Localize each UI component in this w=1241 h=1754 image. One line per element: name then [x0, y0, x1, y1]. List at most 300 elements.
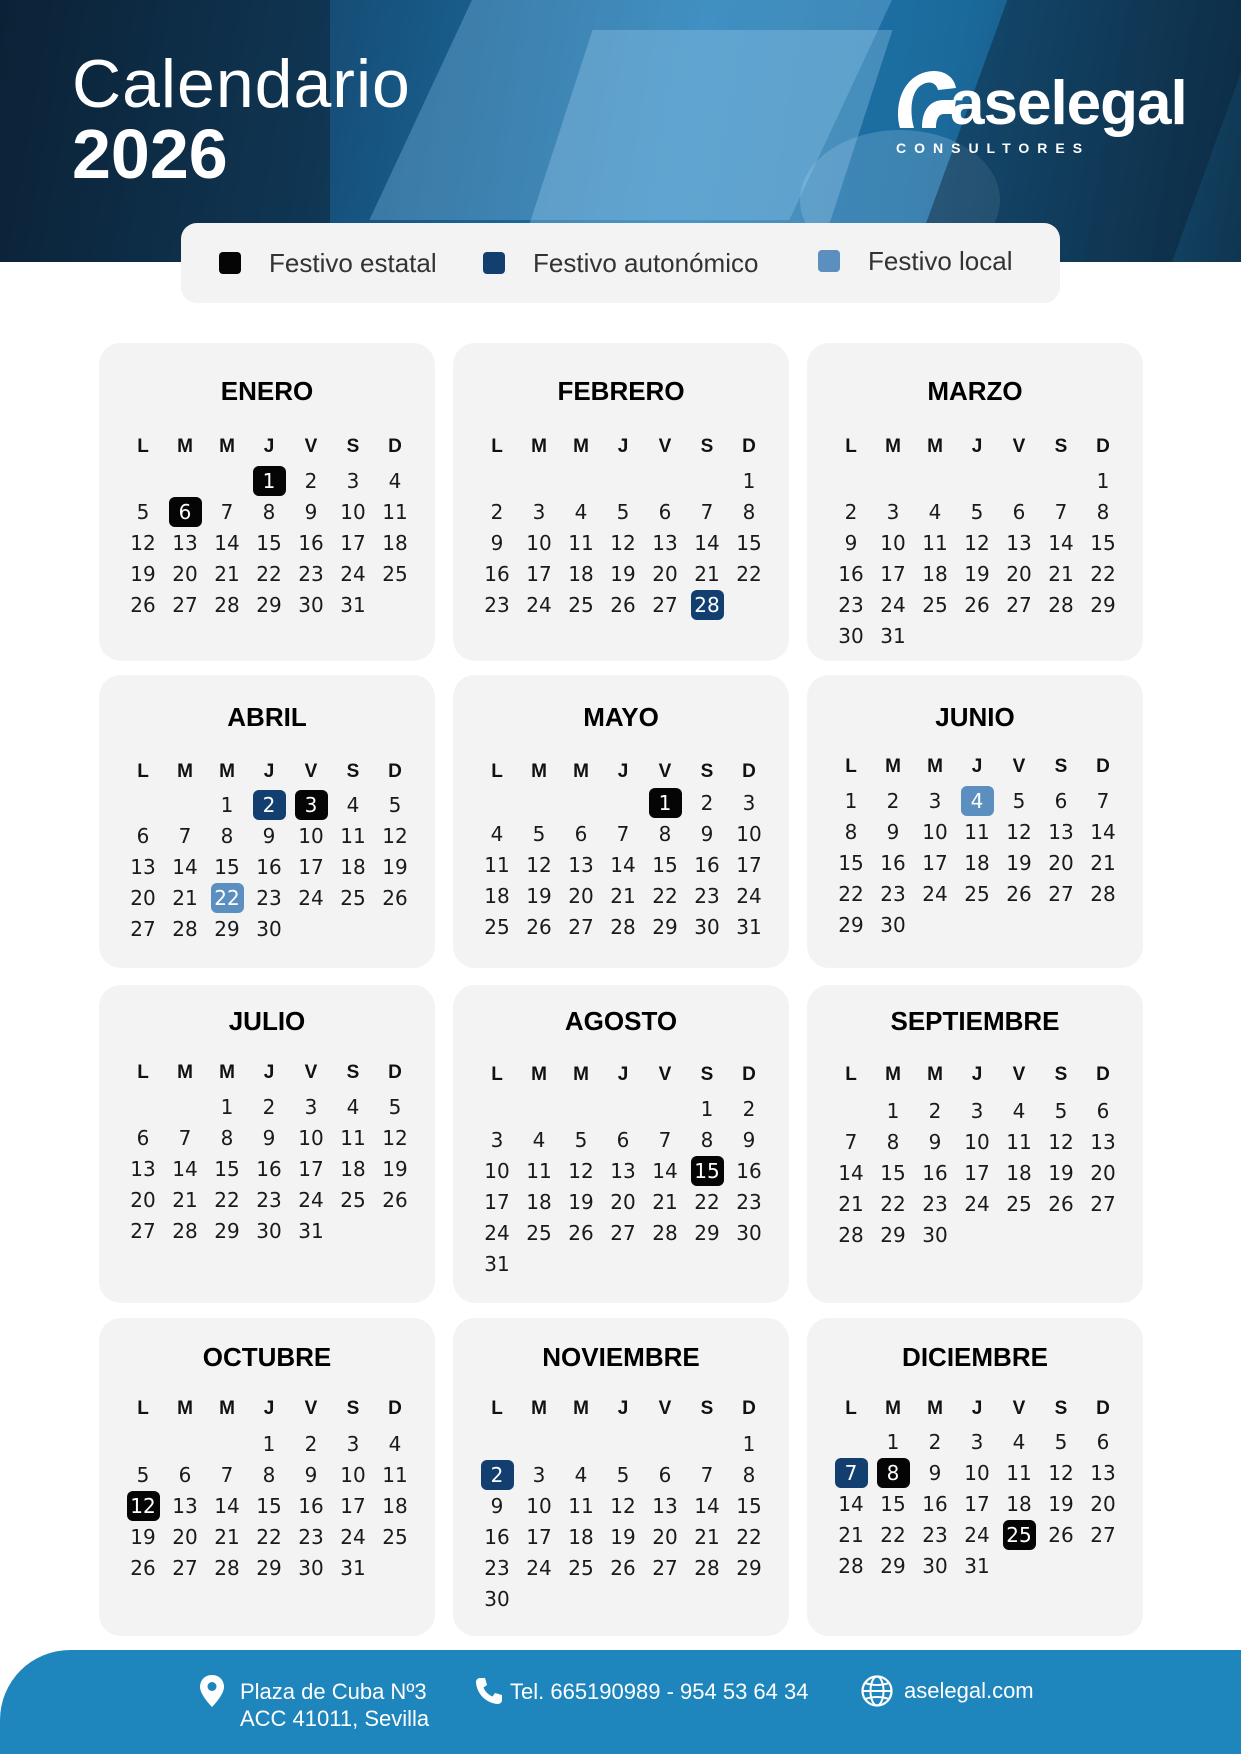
day-number: 7 [844, 1129, 858, 1154]
location-pin-icon [198, 1674, 226, 1708]
weekday-label: J [263, 761, 275, 782]
empty-day-cell [728, 1583, 770, 1614]
day-cell [872, 1095, 914, 1126]
day-cell [728, 496, 770, 527]
day-cell [872, 1488, 914, 1519]
day-cell [1082, 1426, 1124, 1457]
day-cell [602, 1490, 644, 1521]
day-number: 14 [838, 1491, 864, 1516]
day-number: 9 [928, 1460, 942, 1485]
day-number: 6 [658, 499, 672, 524]
day-number: 2 [490, 499, 504, 524]
day-number: 26 [610, 1555, 636, 1580]
week-row [476, 1583, 770, 1614]
day-cell [290, 465, 332, 496]
empty-day-cell [518, 787, 560, 818]
day-cell [476, 1248, 518, 1279]
day-cell [998, 1126, 1040, 1157]
day-cell [602, 1521, 644, 1552]
day-cell [728, 911, 770, 942]
month-name: FEBRERO [557, 376, 685, 406]
day-cell [206, 1490, 248, 1521]
empty-day-cell [686, 1583, 728, 1614]
weekday-label: D [388, 761, 402, 782]
holiday-estatal [644, 787, 686, 818]
weekday-label: M [573, 436, 589, 457]
day-cell [560, 1124, 602, 1155]
day-number: 23 [298, 1524, 324, 1549]
day-number: 21 [838, 1191, 864, 1216]
day-cell [998, 589, 1040, 620]
week-row [830, 527, 1124, 558]
day-cell [206, 527, 248, 558]
week-row [122, 527, 416, 558]
day-number: 30 [838, 623, 864, 648]
legend-swatch-estatal [219, 252, 241, 274]
day-cell [998, 1188, 1040, 1219]
day-number: 24 [340, 1524, 366, 1549]
day-cell [998, 847, 1040, 878]
day-cell [728, 558, 770, 589]
weekday-label: S [346, 1398, 360, 1419]
day-cell [728, 1155, 770, 1186]
day-cell [998, 558, 1040, 589]
day-number: 7 [616, 821, 630, 846]
legend-swatch-autonomico [483, 252, 505, 274]
day-number: 16 [298, 1493, 324, 1518]
week-row [830, 816, 1124, 847]
day-cell [1040, 847, 1082, 878]
day-number: 9 [742, 1127, 756, 1152]
day-cell [476, 1490, 518, 1521]
day-cell [728, 1428, 770, 1459]
day-cell [956, 1095, 998, 1126]
day-cell [728, 1490, 770, 1521]
day-number: 2 [886, 788, 900, 813]
day-number: 5 [1012, 788, 1026, 813]
day-number: 4 [1012, 1098, 1026, 1123]
footer-phone[interactable] [474, 1678, 808, 1706]
day-cell [206, 820, 248, 851]
day-number: 10 [484, 1158, 510, 1183]
empty-day-cell [164, 1091, 206, 1122]
day-number: 26 [130, 592, 156, 617]
day-number: 2 [928, 1429, 942, 1454]
week-row [476, 1155, 770, 1186]
day-cell [1040, 878, 1082, 909]
empty-day-cell [998, 909, 1040, 940]
day-number: 4 [490, 821, 504, 846]
day-number: 7 [1096, 788, 1110, 813]
day-number: 16 [694, 852, 720, 877]
day-cell [518, 818, 560, 849]
day-number: 2 [928, 1098, 942, 1123]
day-cell [830, 1188, 872, 1219]
empty-day-cell [728, 1248, 770, 1279]
day-cell [1082, 1126, 1124, 1157]
empty-day-cell [518, 1093, 560, 1124]
weekday-header [476, 436, 770, 458]
website-link[interactable]: aselegal.com [904, 1678, 1034, 1703]
day-number: 19 [964, 561, 990, 586]
day-number: 15 [838, 850, 864, 875]
day-cell [164, 558, 206, 589]
month-card [807, 675, 1143, 968]
legend-label: Festivo estatal [269, 247, 437, 278]
day-cell [122, 1122, 164, 1153]
day-number: 16 [484, 1524, 510, 1549]
globe-icon [860, 1674, 894, 1708]
weekday-label: D [742, 761, 756, 782]
day-cell [872, 1219, 914, 1250]
day-cell [206, 1215, 248, 1246]
week-row [122, 1122, 416, 1153]
day-number: 27 [130, 916, 156, 941]
day-number: 5 [532, 821, 546, 846]
day-cell [164, 882, 206, 913]
day-cell [476, 880, 518, 911]
weekday-label: L [137, 1062, 149, 1083]
day-cell [686, 880, 728, 911]
weekday-label: S [346, 1062, 360, 1083]
day-number: 4 [928, 499, 942, 524]
day-number: 19 [568, 1189, 594, 1214]
day-number: 22 [880, 1522, 906, 1547]
empty-day-cell [830, 1095, 872, 1126]
day-number: 9 [928, 1129, 942, 1154]
month-name: ENERO [220, 376, 314, 406]
day-number: 5 [388, 792, 402, 817]
day-number: 20 [610, 1189, 636, 1214]
day-cell [290, 1122, 332, 1153]
day-number: 1 [742, 468, 756, 493]
week-row [122, 1490, 416, 1521]
week-row [830, 1219, 1124, 1250]
day-number: 4 [346, 792, 360, 817]
empty-day-cell [602, 1248, 644, 1279]
day-cell [686, 911, 728, 942]
day-number: 21 [694, 561, 720, 586]
day-cell [206, 789, 248, 820]
day-cell [476, 1217, 518, 1248]
empty-day-cell [518, 1583, 560, 1614]
weekday-label: M [219, 1398, 235, 1419]
month-name: OCTUBRE [202, 1342, 332, 1372]
week-row [476, 1490, 770, 1521]
week-row [830, 1157, 1124, 1188]
day-number: 22 [256, 1524, 282, 1549]
day-cell [728, 1093, 770, 1124]
day-number: 4 [388, 1431, 402, 1456]
footer-website[interactable] [860, 1677, 1034, 1708]
day-number: 3 [532, 499, 546, 524]
week-row [122, 558, 416, 589]
day-cell [830, 527, 872, 558]
day-number: 2 [481, 1460, 514, 1490]
day-number: 24 [964, 1522, 990, 1547]
day-number: 24 [298, 1187, 324, 1212]
day-number: 15 [880, 1491, 906, 1516]
day-cell [122, 1215, 164, 1246]
day-number: 17 [340, 1493, 366, 1518]
day-cell [164, 820, 206, 851]
month-card [453, 1318, 789, 1636]
day-cell [1082, 1519, 1124, 1550]
page-year: 2026 [72, 115, 228, 193]
day-cell [998, 1095, 1040, 1126]
day-cell [644, 527, 686, 558]
weekday-label: L [491, 761, 503, 782]
day-number: 26 [382, 1187, 408, 1212]
day-cell [686, 1186, 728, 1217]
weekday-label: S [700, 1064, 714, 1085]
empty-day-cell [518, 465, 560, 496]
day-number: 30 [298, 1555, 324, 1580]
day-number: 2 [742, 1096, 756, 1121]
day-number: 3 [304, 1094, 318, 1119]
day-number: 17 [736, 852, 762, 877]
day-cell [1040, 816, 1082, 847]
day-cell [602, 849, 644, 880]
weekday-label: J [263, 436, 275, 457]
weekday-label: M [177, 1062, 193, 1083]
day-cell [560, 527, 602, 558]
empty-day-cell [560, 1248, 602, 1279]
weekday-label: V [304, 1398, 318, 1419]
holiday-estatal [998, 1519, 1040, 1550]
day-cell [602, 1459, 644, 1490]
day-cell [206, 851, 248, 882]
day-number: 20 [1006, 561, 1032, 586]
day-cell [830, 1157, 872, 1188]
empty-day-cell [872, 465, 914, 496]
day-cell [914, 847, 956, 878]
day-cell [332, 789, 374, 820]
day-cell [476, 1124, 518, 1155]
day-cell [830, 1488, 872, 1519]
day-number: 23 [922, 1191, 948, 1216]
day-cell [290, 558, 332, 589]
day-number: 9 [304, 1462, 318, 1487]
week-row [122, 1552, 416, 1583]
weekday-label: L [137, 761, 149, 782]
day-cell [872, 620, 914, 651]
day-number: 16 [880, 850, 906, 875]
day-cell [248, 1521, 290, 1552]
day-cell [728, 1459, 770, 1490]
day-cell [122, 1521, 164, 1552]
day-cell [686, 1459, 728, 1490]
day-number: 21 [610, 883, 636, 908]
day-cell [956, 1188, 998, 1219]
day-number: 16 [922, 1160, 948, 1185]
day-cell [122, 558, 164, 589]
day-cell [248, 851, 290, 882]
month-name: DICIEMBRE [902, 1342, 1048, 1372]
day-number: 1 [253, 466, 286, 496]
day-number: 12 [1048, 1460, 1074, 1485]
day-cell [914, 1095, 956, 1126]
holiday-estatal [686, 1155, 728, 1186]
weekday-label: S [346, 761, 360, 782]
day-number: 18 [922, 561, 948, 586]
day-cell [830, 1519, 872, 1550]
day-number: 15 [214, 854, 240, 879]
weekday-label: D [1096, 1064, 1110, 1085]
week-row [830, 620, 1124, 651]
day-number: 17 [964, 1491, 990, 1516]
weekday-header [830, 1398, 1124, 1420]
weekday-label: L [845, 1064, 857, 1085]
day-cell [686, 1490, 728, 1521]
day-number: 14 [652, 1158, 678, 1183]
day-cell [332, 1091, 374, 1122]
week-row [476, 787, 770, 818]
day-cell [518, 1490, 560, 1521]
day-cell [956, 1157, 998, 1188]
day-cell [122, 851, 164, 882]
day-cell [374, 1521, 416, 1552]
day-number: 20 [1090, 1160, 1116, 1185]
day-number: 14 [172, 1156, 198, 1181]
day-number: 1 [844, 788, 858, 813]
day-number: 18 [526, 1189, 552, 1214]
weekday-label: J [263, 1062, 275, 1083]
day-number: 31 [964, 1553, 990, 1578]
day-cell [206, 1184, 248, 1215]
day-cell [122, 1459, 164, 1490]
day-number: 16 [256, 854, 282, 879]
day-number: 3 [295, 790, 328, 820]
month-name: ABRIL [227, 702, 307, 732]
day-number: 27 [1048, 881, 1074, 906]
empty-day-cell [332, 1215, 374, 1246]
day-number: 26 [130, 1555, 156, 1580]
day-number: 15 [736, 530, 762, 555]
week-row [476, 465, 770, 496]
day-number: 25 [1006, 1191, 1032, 1216]
day-number: 2 [262, 1094, 276, 1119]
legend-item-local [818, 245, 1013, 277]
day-cell [830, 847, 872, 878]
month-name: NOVIEMBRE [542, 1342, 700, 1372]
week-row [476, 1124, 770, 1155]
day-number: 6 [658, 1462, 672, 1487]
day-cell [830, 1550, 872, 1581]
day-number: 18 [568, 561, 594, 586]
day-cell [686, 527, 728, 558]
day-number: 24 [880, 592, 906, 617]
weekday-label: V [304, 436, 318, 457]
day-number: 14 [214, 1493, 240, 1518]
day-cell [332, 589, 374, 620]
day-cell [728, 1217, 770, 1248]
day-cell [914, 527, 956, 558]
day-number: 8 [700, 1127, 714, 1152]
day-number: 15 [736, 1493, 762, 1518]
day-number: 28 [691, 590, 724, 620]
day-number: 5 [136, 1462, 150, 1487]
day-number: 5 [1054, 1098, 1068, 1123]
day-number: 18 [484, 883, 510, 908]
day-number: 19 [130, 1524, 156, 1549]
day-number: 6 [178, 1462, 192, 1487]
day-cell [560, 558, 602, 589]
day-cell [602, 911, 644, 942]
day-number: 5 [616, 499, 630, 524]
empty-day-cell [164, 465, 206, 496]
weekday-label: L [137, 1398, 149, 1419]
day-cell [248, 1552, 290, 1583]
day-cell [332, 1490, 374, 1521]
day-number: 12 [610, 530, 636, 555]
holiday-autonomico [830, 1457, 872, 1488]
empty-day-cell [476, 1428, 518, 1459]
day-cell [956, 527, 998, 558]
day-number: 26 [610, 592, 636, 617]
weekday-label: M [531, 761, 547, 782]
weekday-label: S [1054, 756, 1068, 777]
day-number: 11 [340, 1125, 366, 1150]
day-number: 4 [346, 1094, 360, 1119]
day-cell [332, 1459, 374, 1490]
day-number: 10 [340, 1462, 366, 1487]
day-number: 16 [736, 1158, 762, 1183]
day-number: 6 [616, 1127, 630, 1152]
day-number: 29 [736, 1555, 762, 1580]
weekday-label: J [617, 436, 629, 457]
day-cell [956, 1519, 998, 1550]
day-cell [914, 1519, 956, 1550]
weekday-label: S [1054, 1398, 1068, 1419]
day-number: 27 [130, 1218, 156, 1243]
day-number: 29 [694, 1220, 720, 1245]
day-number: 15 [214, 1156, 240, 1181]
day-cell [206, 1122, 248, 1153]
day-number: 24 [736, 883, 762, 908]
weekday-label: V [1012, 436, 1026, 457]
holiday-estatal [164, 496, 206, 527]
day-cell [290, 527, 332, 558]
day-number: 30 [694, 914, 720, 939]
day-number: 29 [214, 1218, 240, 1243]
day-cell [206, 1459, 248, 1490]
empty-day-cell [122, 465, 164, 496]
legend-label: Festivo autonómico [533, 247, 759, 278]
day-cell [248, 913, 290, 944]
day-number: 1 [886, 1098, 900, 1123]
empty-day-cell [602, 1583, 644, 1614]
weekday-label: L [491, 1064, 503, 1085]
address-line-2: ACC 41011, Sevilla [240, 1706, 430, 1731]
day-number: 2 [700, 790, 714, 815]
day-number: 3 [490, 1127, 504, 1152]
day-number: 24 [526, 1555, 552, 1580]
day-number: 17 [526, 561, 552, 586]
holiday-local [956, 785, 998, 816]
day-number: 25 [1003, 1520, 1036, 1550]
empty-day-cell [602, 787, 644, 818]
day-number: 11 [568, 1493, 594, 1518]
day-cell [560, 496, 602, 527]
day-cell [290, 820, 332, 851]
day-cell [872, 527, 914, 558]
day-number: 15 [256, 1493, 282, 1518]
day-number: 30 [256, 916, 282, 941]
day-number: 5 [388, 1094, 402, 1119]
day-number: 7 [178, 823, 192, 848]
day-number: 11 [964, 819, 990, 844]
